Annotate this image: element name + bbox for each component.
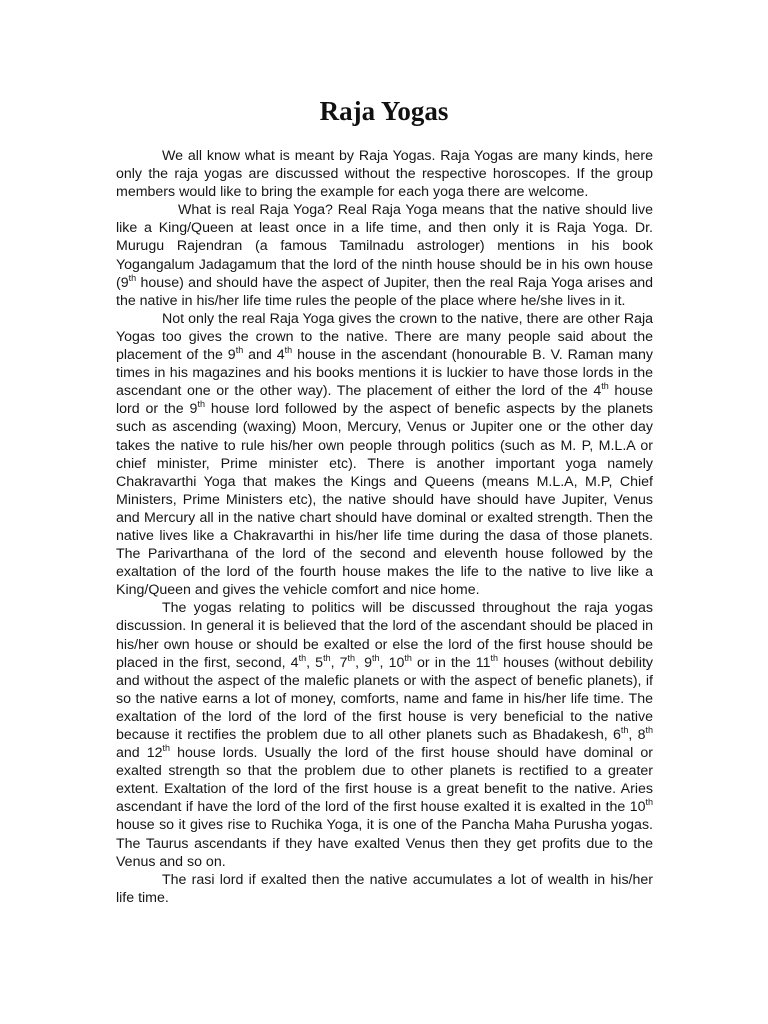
paragraph-text: The yogas relating to politics will be discussed throughout the raja yogas discussion. In general it is believed that the lord of the ascendant should be placed in his/her own house or should be exalted or else the lord of the first house should be placed in the first, second, 4 [116, 600, 653, 671]
paragraph-text: We all know what is meant by Raja Yogas. Raja Yogas are many kinds, here only the raja yogas are discussed without the respective horoscopes. If the group members would like to bring the example for each yoga there are welcome. [116, 148, 653, 201]
ordinal-suffix: th [372, 652, 380, 663]
ordinal-suffix: th [323, 652, 331, 663]
paragraph-text: The rasi lord if exalted then the native accumulates a lot of wealth in his/her life time. [116, 871, 653, 906]
paragraph-text: house lord or the 9 [116, 383, 653, 418]
ordinal-suffix: th [197, 399, 205, 410]
ordinal-suffix: th [404, 652, 412, 663]
paragraph-text: house lords. Usually the lord of the first house should have dominal or exalted strength so that the problem due to other planets is rectified to a greater extent. Exaltation of the lord of the first house is a great benefit to the native. Aries ascendant if have the lord of the lord of the first house exalted it is exalted in the 10 [116, 745, 653, 816]
ordinal-suffix: th [347, 652, 356, 663]
ordinal-suffix: th [298, 652, 307, 663]
ordinal-suffix: th [490, 652, 499, 663]
paragraph-text: What is real Raja Yoga? Real Raja Yoga means that the native should live like a King/Queen at least once in a life time, and then only it is Raja Yoga. Dr. Murugu Rajendran (a famous Tamilnadu astrologer) mentions in his book Yogangalum Jadagamum that the lord of the ninth house should be in his own house (9 [116, 202, 653, 291]
body-paragraph [116, 871, 653, 907]
paragraph-text: house in the ascendant (honourable B. V. Raman many times in his magazines and his books mentions it is luckier to have those lords in the ascendant one or the other way). The placement of either the lord of the 4 [116, 347, 654, 400]
body-paragraph [116, 310, 653, 600]
document-body [116, 147, 653, 907]
ordinal-suffix: th [162, 743, 171, 754]
paragraph-text: , 10 [379, 654, 405, 671]
body-paragraph [116, 599, 653, 870]
paragraph-text: , 5 [306, 654, 324, 671]
paragraph-text: house so it gives rise to Ruchika Yoga, it is one of the Pancha Maha Purusha yogas. The Taurus ascendants if they have exalted Venus then they get profits due to the Venus and so on. [116, 817, 653, 870]
paragraph-text: , 8 [628, 727, 646, 743]
ordinal-suffix: th [620, 725, 629, 735]
ordinal-suffix: th [645, 797, 653, 808]
paragraph-text: house lord followed by the aspect of benefic aspects by the planets such as ascending (waxing) Moon, Mercury, Venus or Jupiter one or the other day takes the native to rule his/her own people through politics (such as M. P, M.L.A or chief minister, Prime minister etc). There is another important yoga namely Chakravarthi Yoga that makes the Kings and Queens (means M.L.A, M.P, Chief Ministers, Prime Ministers etc), the native should have should have Jupiter, Venus and Mercury all in the native chart should have dominal or exalted strength. Then the native lives like a Chakravarthi in his/her life time during the dasa of those planets. The Parivarthana of the lord of the second and eleventh house followed by the exaltation of the lord of the fourth house makes the life to the native to live like a King/Queen and gives the vehicle comfort and nice home. [116, 401, 653, 599]
paragraph-text: , 7 [330, 654, 348, 671]
paragraph-text: and 4 [243, 347, 285, 364]
paragraph-text: house) and should have the aspect of Jupiter, then the real Raja Yoga arises and the native in his/her life time rules the people of the place where he/she lives in it. [116, 274, 653, 309]
body-paragraph [116, 201, 653, 310]
ordinal-suffix: th [128, 272, 137, 283]
paragraph-text: Not only the real Raja Yoga gives the crown to the native, there are other Raja Yogas too gives the crown to the native. There are many people said about the placement of the 9 [116, 310, 653, 364]
ordinal-suffix: th [645, 725, 653, 735]
paragraph-text: or in the 11 [411, 654, 491, 671]
paragraph-text: , 9 [355, 654, 373, 671]
ordinal-suffix: th [284, 345, 293, 356]
ordinal-suffix: th [235, 345, 244, 356]
paragraph-text: and 12 [116, 745, 163, 762]
body-paragraph [116, 147, 653, 201]
ordinal-suffix: th [601, 381, 609, 392]
paragraph-text: houses (without debility and without the aspect of the malefic planets or with the aspect of benefic planets), if so the native earns a lot of money, comforts, name and fame in his/her life time. The exaltation of the lord of the lord of the first house is very beneficial to the native because it rectifies the problem due to all other planets such as Bhadakesh, 6 [116, 654, 654, 743]
page-title: Raja Yogas [319, 96, 449, 126]
